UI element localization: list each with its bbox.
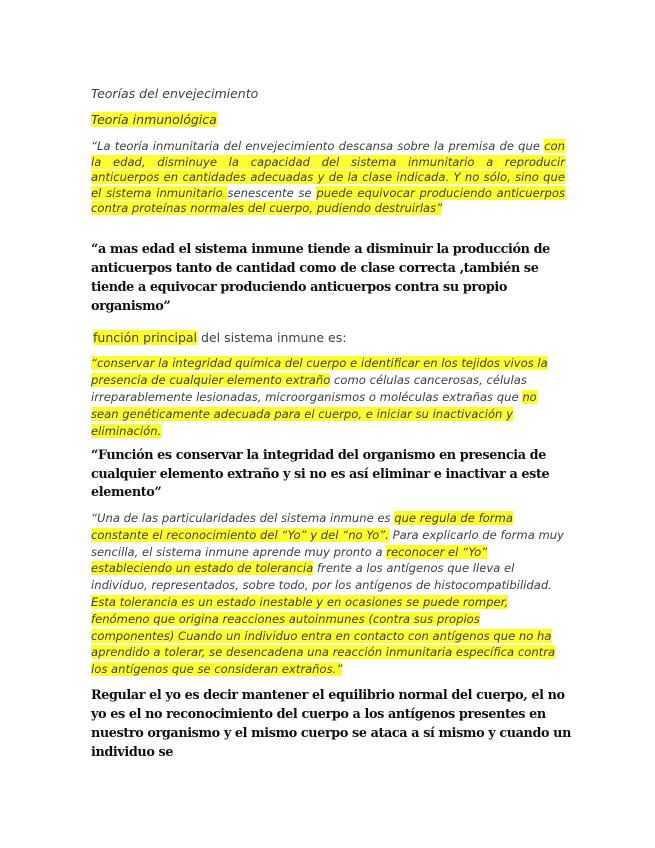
quote-text: Para explicarlo de forma muy sencilla, el sistema inmune aprende muy pronto a (91, 527, 565, 559)
function-line (93, 330, 567, 345)
quote-main-function (91, 355, 565, 440)
section-heading (91, 112, 565, 127)
highlighted-text: función principal (93, 330, 198, 345)
highlighted-text: “conservar la integridad química del cuerpo e identificar en los tejidos vivos la presencia de cualquier elemento extraño (91, 356, 548, 387)
quote-text: representados, sobre todo, por los antígenos de histocompatibilidad. (147, 578, 552, 593)
summary-paragraph-3: Regular el yo es decir mantener el equilibrio normal del cuerpo, el no yo es el no reconocimiento del cuerpo a los antígenos presentes en nuestro organismo y el mismo cuerpo se ataca a sí mismo y cuando un individuo se (91, 688, 571, 760)
highlighted-text: reconocer el “Yo” estableciendo un estado de tolerancia (91, 544, 488, 576)
quote-text: “La teoría inmunitaria del envejecimiento descansa sobre la premisa de que (91, 139, 545, 153)
quote-text: “Una de las particularidades del sistema inmune es (91, 511, 395, 525)
quote-text: senescente se (227, 185, 317, 200)
highlighted-heading: Teoría inmunológica (91, 112, 217, 127)
quote-text: frente a los antígenos que lleva el individuo, (91, 561, 515, 593)
summary-paragraph-2: “Función es conservar la integridad del organismo en presencia de cualquier elemento extraño y si no es así eliminar e inactivar a este elemento” (91, 448, 550, 500)
highlighted-text: Esta tolerancia es un estado inestable y en ocasiones se puede romper, fenómeno que origina reacciones autoinmunes (contra sus propios componentes) Cuando un individuo entra en contacto con antígenos que no ha aprendido a tolerar, se desencadena una reacción inmunitaria específica contra los antígenos que se consideran extraños.” (91, 594, 556, 677)
document-title: Teorías del envejecimiento (91, 86, 259, 101)
quote-self-nonself (91, 510, 565, 678)
quote-immune-theory (91, 139, 565, 217)
highlighted-text: que regula de forma constante el reconocimiento del “Yo” y del “no Yo”. (91, 511, 513, 542)
body-text: del sistema inmune es: (197, 330, 347, 345)
summary-paragraph-1: “a mas edad el sistema inmune tiende a disminuir la producción de anticuerpos tanto de cantidad como de clase correcta ,también se tiende a equivocar produciendo anticuerpos contra su propio organismo” (91, 242, 550, 314)
highlighted-text: con la edad, disminuye la capacidad del sistema inmunitario a reproducir anticuerpos en cantidades adecuadas y de la clase indicada. Y no sólo, sino que el sistema inmunitario (91, 139, 565, 200)
quote-text: como células cancerosas, células irreparablemente lesionadas, microorganismos o moléculas extrañas que (91, 373, 527, 404)
highlighted-text: no sean genéticamente adecuada para el cuerpo, e iniciar su inactivación y eliminación. (91, 390, 537, 438)
highlighted-text: puede equivocar produciendo anticuerpos contra proteínas normales del cuerpo, pudiendo destruirlas” (91, 185, 565, 216)
